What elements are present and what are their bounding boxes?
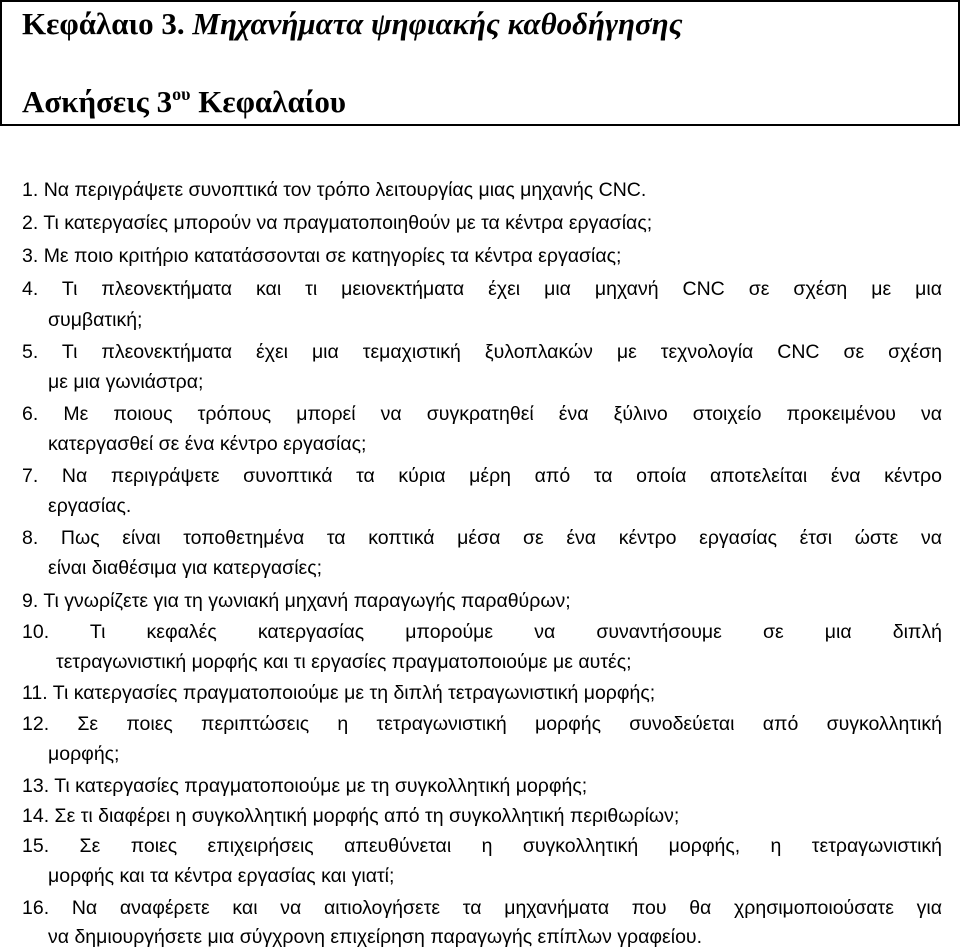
question-text: Σε τι διαφέρει η συγκολλητική μορφής από τη συγκολλητική περιθωρίων; [54,805,680,827]
question-number: 13. [22,775,50,797]
question-9 [22,587,942,615]
question-text: Τι κατεργασίες πραγματοποιούμε με τη συγκολλητική μορφής; [54,775,588,797]
question-10-continued: τετραγωνιστική μορφής και τι εργασίες πραγματοποιούμε με αυτές; [56,651,632,673]
question-text: Να περιγράψετε συνοπτικά τον τρόπο λειτουργίας μιας μηχανής CNC. [43,179,647,201]
question-text: Τι κεφαλές κατεργασίας μπορούμε να συναντήσουμε σε μια διπλή [89,621,942,643]
question-14 [22,802,942,830]
question-15 [22,832,942,860]
question-number: 2. [22,212,39,234]
question-5-continued: με μια γωνιάστρα; [48,371,204,393]
question-number: 7. [22,465,39,487]
question-8 [22,524,942,552]
question-3 [22,242,942,270]
question-number: 9. [22,590,39,612]
question-number: 5. [22,341,39,363]
exercises-superscript: ου [172,84,191,104]
question-10 [22,618,942,646]
question-number: 4. [22,278,39,300]
chapter-title-text: Μηχανήματα ψηφιακής καθοδήγησης [192,6,683,41]
question-6-continued: κατεργασθεί σε ένα κέντρο εργασίας; [48,433,367,455]
question-text: Τι κατεργασίες μπορούν να πραγματοποιηθούν με τα κέντρα εργασίας; [43,212,653,234]
question-number: 10. [22,621,50,643]
question-1 [22,176,942,204]
question-text: Τι κατεργασίες πραγματοποιούμε με τη διπλή τετραγωνιστική μορφής; [52,682,656,704]
question-13 [22,772,942,800]
question-text: Πως είναι τοποθετημένα τα κοπτικά μέσα σε ένα κέντρο εργασίας έτσι ώστε να [60,527,942,549]
exercises-word: Ασκήσεις 3 [22,84,173,119]
question-number: 11. [22,682,48,704]
chapter-prefix: Κεφάλαιο 3. [22,6,185,41]
question-11 [22,679,942,707]
exercises-suffix: Κεφαλαίου [198,84,346,119]
question-8-continued: είναι διαθέσιμα για κατεργασίες; [48,557,323,579]
question-16 [22,894,942,922]
question-15-continued: μορφής και τα κέντρα εργασίας και γιατί; [48,865,395,887]
question-text: Με ποιους τρόπους μπορεί να συγκρατηθεί ένα ξύλινο στοιχείο προκειμένου να [63,403,942,425]
question-number: 3. [22,245,39,267]
question-text: Σε ποιες επιχειρήσεις απευθύνεται η συγκολλητική μορφής, η τετραγωνιστική [79,835,942,857]
question-number: 14. [22,805,50,827]
question-number: 8. [22,527,39,549]
question-text: Τι γνωρίζετε για τη γωνιακή μηχανή παραγωγής παραθύρων; [43,590,571,612]
question-text: Με ποιο κριτήριο κατατάσσονται σε κατηγορίες τα κέντρα εργασίας; [43,245,622,267]
question-7-continued: εργασίας. [48,495,132,517]
question-text: Τι πλεονεκτήματα και τι μειονεκτήματα έχει μια μηχανή CNC σε σχέση με μια [61,278,942,300]
question-4-continued: συμβατική; [48,309,143,331]
question-6 [22,400,942,428]
question-number: 16. [22,897,50,919]
question-5 [22,338,942,366]
question-text: Να περιγράψετε συνοπτικά τα κύρια μέρη από τα οποία αποτελείται ένα κέντρο [61,465,942,487]
question-number: 6. [22,403,39,425]
question-7 [22,462,942,490]
question-4 [22,275,942,303]
question-text: Σε ποιες περιπτώσεις η τετραγωνιστική μορφής συνοδεύεται από συγκολλητική [77,713,942,735]
question-number: 15. [22,835,50,857]
question-number: 12. [22,713,50,735]
question-16-continued: να δημιουργήσετε μια σύγχρονη επιχείρηση παραγωγής επίπλων γραφείου. [48,926,703,948]
question-text: Τι πλεονεκτήματα έχει μια τεμαχιστική ξυλοπλακών με τεχνολογία CNC σε σχέση [61,341,942,363]
question-text: Να αναφέρετε και να αιτιολογήσετε τα μηχανήματα που θα χρησιμοποιούσατε για [71,897,942,919]
question-12 [22,710,942,738]
question-12-continued: μορφής; [48,743,120,765]
question-number: 1. [22,179,39,201]
question-2 [22,209,942,237]
